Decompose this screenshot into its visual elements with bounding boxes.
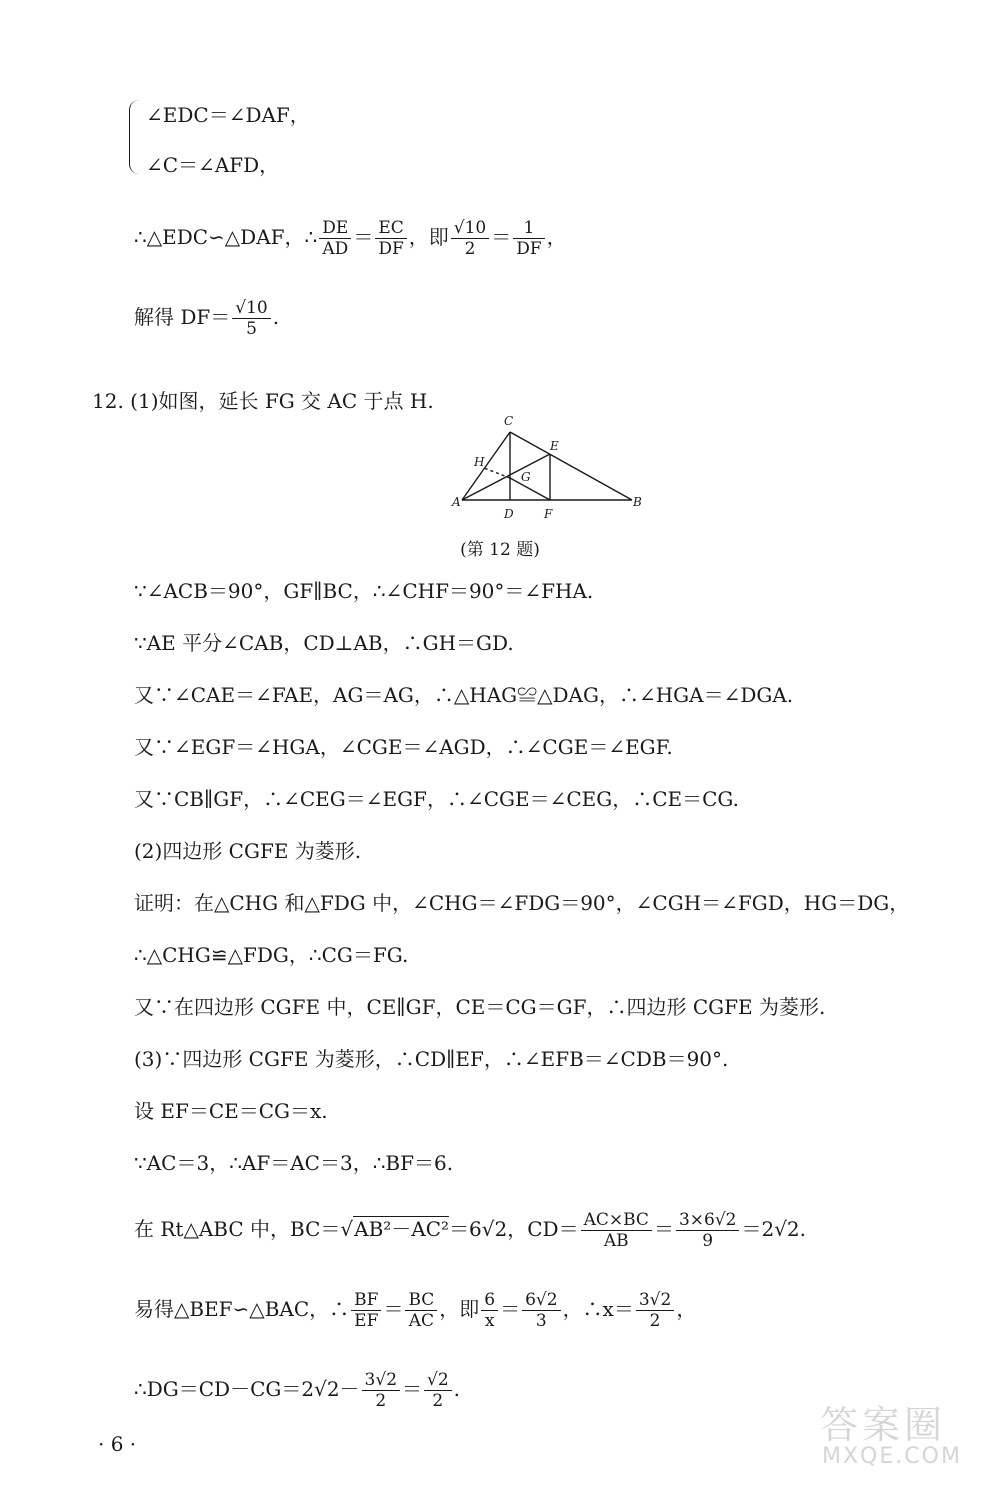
question-12-heading: 12. (1)如图，延长 FG 交 AC 于点 H. <box>92 389 434 413</box>
segment-ac <box>462 432 510 500</box>
solution-line-1: ∵∠ACB＝90°，GF∥BC，∴∠CHF＝90°＝∠FHA. <box>134 579 594 603</box>
fraction: $\frac{3√2}{2}$ <box>636 1290 674 1331</box>
watermark-logo: 答案圈 MXQE.COM <box>820 1403 962 1469</box>
fraction: $\frac{1}{DF}$ <box>513 218 544 259</box>
label-f: F <box>544 507 553 521</box>
fraction: $\frac{6√2}{3}$ <box>522 1290 560 1331</box>
solution-line-5: 又∵CB∥GF，∴∠CEG＝∠EGF，∴∠CGE＝∠CEG，∴CE＝CG. <box>134 787 740 811</box>
label-a: A <box>452 495 461 509</box>
fraction: $\frac{√10}{2}$ <box>451 218 489 259</box>
fraction: $\frac{√2}{2}$ <box>424 1370 452 1411</box>
label-g: G <box>521 470 531 484</box>
proof-line-3: 又∵在四边形 CGFE 中，CE∥GF，CE＝CG＝GF，∴四边形 CGFE 为菱形. <box>134 995 826 1019</box>
proof-line-2: ∴△CHG≌△FDG，∴CG＝FG. <box>134 943 409 967</box>
fraction: $\frac{√10}{5}$ <box>232 298 270 339</box>
solution-line-3: 又∵∠CAE＝∠FAE，AG＝AG，∴△HAG≌△DAG，∴∠HGA＝∠DGA. <box>134 683 794 707</box>
part-3-line-4: 易得△BEF∽△BAC，∴ $\frac{BF}{EF}$ ＝ $\frac{BC}{AC}$ ，即 $\frac{6}{x}$ ＝ $\frac{6√2}{3}$ ，∴x＝ $\frac{3√2}{2}$ ， <box>134 1290 697 1331</box>
label-h: H <box>474 455 485 469</box>
label-d: D <box>504 507 514 521</box>
fraction: $\frac{DE}{AD}$ <box>319 218 351 259</box>
system-brace <box>129 100 142 174</box>
fraction: $\frac{6}{x}$ <box>481 1290 498 1331</box>
fraction: $\frac{BF}{EF}$ <box>351 1290 381 1331</box>
solution-line-2: ∵AE 平分∠CAB，CD⊥AB，∴GH＝GD. <box>134 631 514 655</box>
fraction: $\frac{3√2}{2}$ <box>362 1370 400 1411</box>
part-3-line-2: ∵AC＝3，∴AF＝AC＝3，∴BF＝6. <box>134 1151 454 1175</box>
similarity-line: ∴△EDC∽△DAF，∴ $\frac{DE}{AD}$ ＝ $\frac{EC}{DF}$ ，即 $\frac{√10}{2}$ ＝ $\frac{1}{DF}$ ， <box>134 218 567 259</box>
label-b: B <box>633 495 642 509</box>
triangle-figure <box>446 408 656 526</box>
figure-caption: (第 12 题) <box>460 540 540 560</box>
proof-line-1: 证明：在△CHG 和△FDG 中，∠CHG＝∠FDG＝90°，∠CGH＝∠FGD，HG＝DG， <box>134 891 910 915</box>
part-3-heading: (3)∵四边形 CGFE 为菱形，∴CD∥EF，∴∠EFB＝∠CDB＝90°. <box>134 1047 729 1071</box>
part-3-line-5: ∴DG＝CD－CG＝2√2－ $\frac{3√2}{2}$ ＝ $\frac{√2}{2}$ . <box>134 1370 461 1411</box>
equation-line-2: ∠C＝∠AFD， <box>146 153 280 177</box>
label-e: E <box>550 439 559 453</box>
label-c: C <box>504 414 514 428</box>
solve-df-line: 解得 DF＝ $\frac{√10}{5}$ . <box>134 298 280 339</box>
fraction: $\frac{BC}{AC}$ <box>405 1290 437 1331</box>
part-3-line-3: 在 Rt△ABC 中，BC＝√AB²－AC²＝6√2，CD＝ $\frac{AC\times BC}{AB}$ ＝ $\frac{3\times 6√2}{9}$ ＝2√2. <box>134 1210 807 1251</box>
fraction: $\frac{3\times 6√2}{9}$ <box>676 1210 740 1251</box>
part-3-line-1: 设 EF＝CE＝CG＝x. <box>134 1099 328 1123</box>
page-number: · 6 · <box>98 1432 137 1456</box>
fraction: $\frac{EC}{DF}$ <box>375 218 406 259</box>
part-2-heading: (2)四边形 CGFE 为菱形. <box>134 839 362 863</box>
equation-line-1: ∠EDC＝∠DAF， <box>146 103 310 127</box>
solution-line-4: 又∵∠EGF＝∠HGA，∠CGE＝∠AGD，∴∠CGE＝∠EGF. <box>134 735 673 759</box>
fraction: $\frac{AC\times BC}{AB}$ <box>581 1210 652 1251</box>
